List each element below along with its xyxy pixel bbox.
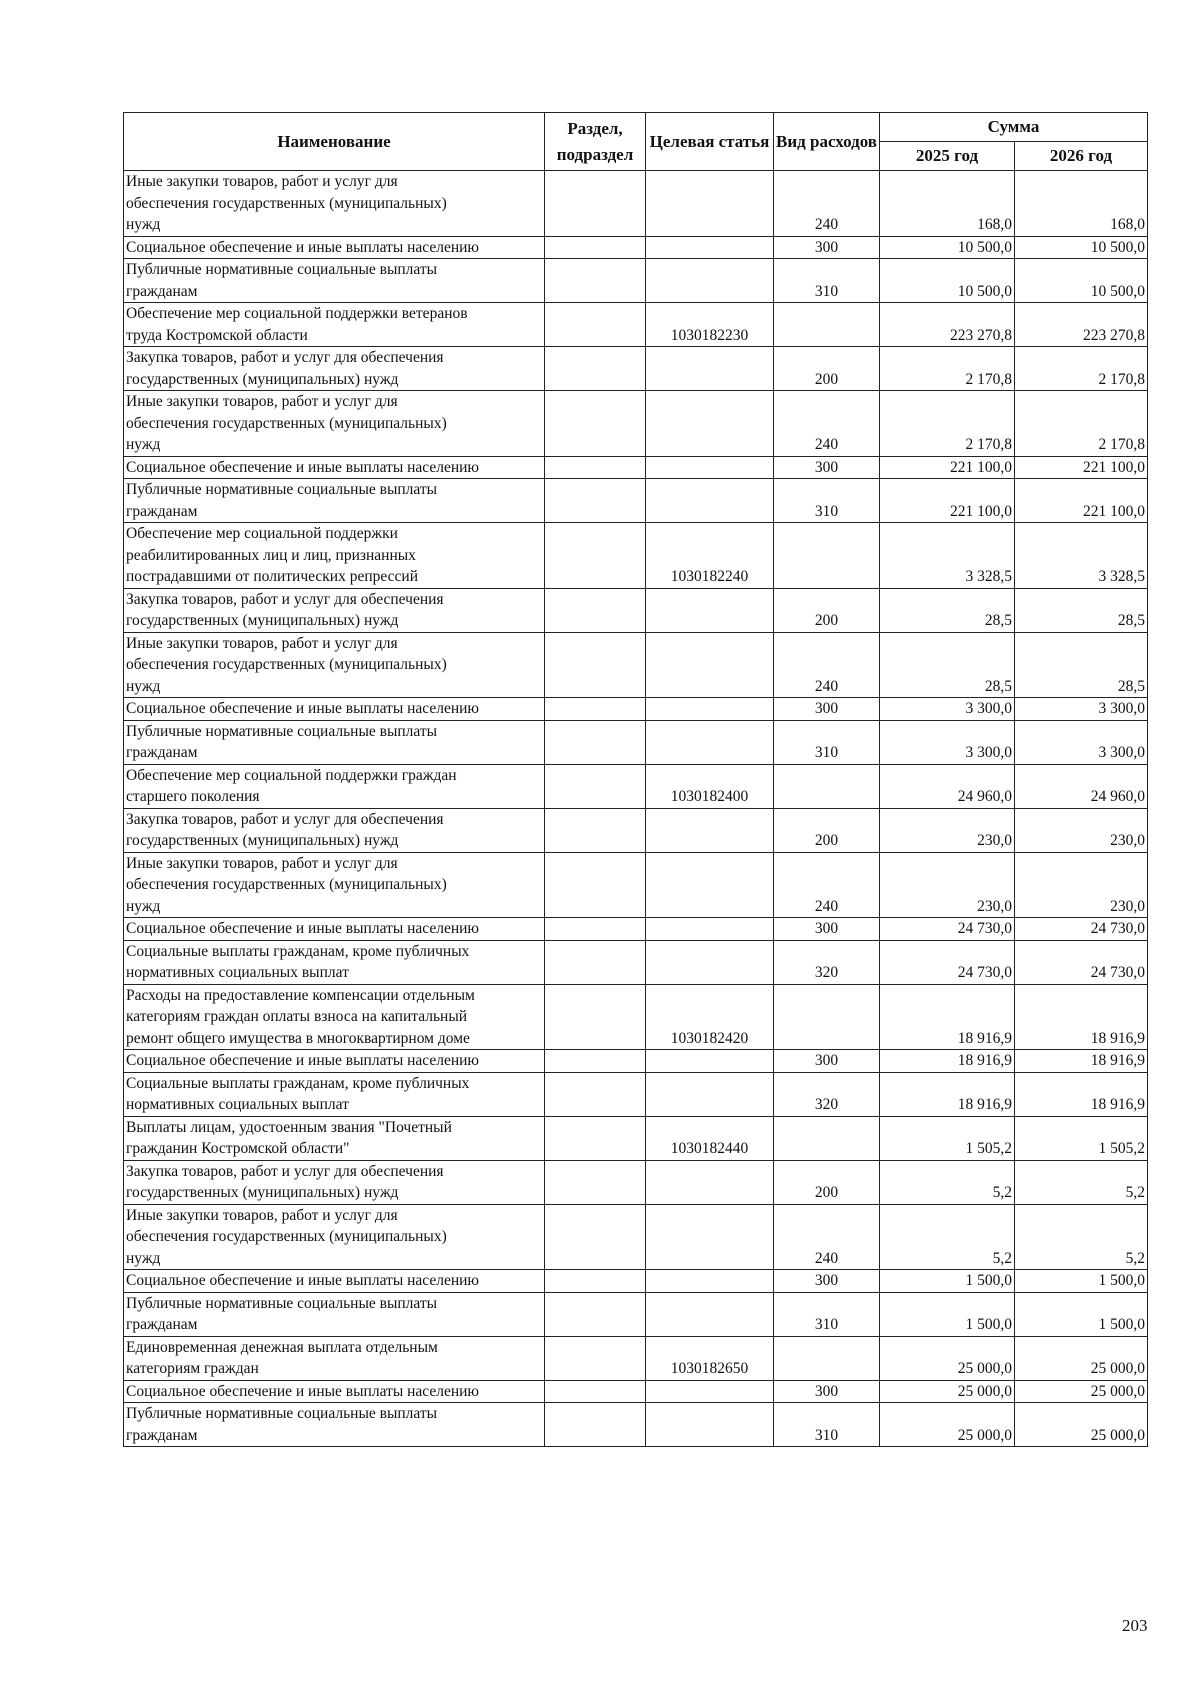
- cell-type: 300: [774, 698, 880, 721]
- cell-amount-2025: 1 500,0: [880, 1292, 1015, 1336]
- cell-type: 310: [774, 1292, 880, 1336]
- cell-amount-2025: 3 300,0: [880, 698, 1015, 721]
- cell-amount-2025: 25 000,0: [880, 1403, 1015, 1447]
- cell-name: [124, 259, 545, 303]
- table-row: [124, 918, 1148, 941]
- cell-type: [774, 523, 880, 589]
- cell-name-line: Закупка товаров, работ и услуг для обеспечения: [126, 810, 444, 828]
- cell-section: [545, 479, 646, 523]
- cell-target: [646, 456, 774, 479]
- cell-section: [545, 303, 646, 347]
- cell-name: [124, 456, 545, 479]
- cell-amount-2026: 221 100,0: [1015, 456, 1148, 479]
- cell-amount-2026: 3 300,0: [1015, 698, 1148, 721]
- cell-target: [646, 632, 774, 698]
- cell-type: 310: [774, 720, 880, 764]
- table-row: [124, 456, 1148, 479]
- table-body: [124, 171, 1148, 1447]
- cell-name-line: Единовременная денежная выплата отдельным: [126, 1338, 438, 1356]
- table-row: [124, 1403, 1148, 1447]
- cell-amount-2025: 230,0: [880, 852, 1015, 918]
- cell-type: 300: [774, 456, 880, 479]
- cell-section: [545, 1403, 646, 1447]
- cell-name-line: старшего поколения: [126, 788, 260, 805]
- cell-name: [124, 1336, 545, 1380]
- cell-name-line: Социальное обеспечение и иные выплаты населению: [126, 1052, 480, 1069]
- cell-name-line: Обеспечение мер социальной поддержки ветеранов: [126, 305, 468, 322]
- cell-target: [646, 479, 774, 523]
- cell-amount-2025: 1 500,0: [880, 1270, 1015, 1293]
- cell-amount-2026: 5,2: [1015, 1204, 1148, 1270]
- cell-section: [545, 852, 646, 918]
- cell-section: [545, 632, 646, 698]
- cell-name-line: Социальное обеспечение и иные выплаты населению: [126, 1382, 480, 1400]
- cell-name: [124, 808, 545, 852]
- cell-target: [646, 1403, 774, 1447]
- cell-name: [124, 720, 545, 764]
- cell-target: [646, 808, 774, 852]
- cell-type: 200: [774, 808, 880, 852]
- cell-section: [545, 588, 646, 632]
- cell-name: [124, 1204, 545, 1270]
- cell-name-line: Социальные выплаты гражданам, кроме публичных: [126, 942, 470, 960]
- cell-amount-2025: 18 916,9: [880, 984, 1015, 1050]
- cell-name-line: Обеспечение мер социальной поддержки: [126, 525, 398, 542]
- cell-type: 240: [774, 171, 880, 237]
- table-row: [124, 1160, 1148, 1204]
- cell-name-line: Закупка товаров, работ и услуг для обеспечения: [126, 590, 444, 608]
- cell-amount-2026: 18 916,9: [1015, 1072, 1148, 1116]
- cell-target: 1030182420: [646, 984, 774, 1050]
- cell-type: 300: [774, 1050, 880, 1073]
- cell-name-line: государственных (муниципальных) нужд: [126, 370, 399, 388]
- cell-name: [124, 1380, 545, 1403]
- cell-name-line: Публичные нормативные социальные выплаты: [126, 1405, 438, 1422]
- cell-name-line: Иные закупки товаров, работ и услуг для: [126, 393, 398, 410]
- cell-type: 200: [774, 1160, 880, 1204]
- cell-target: [646, 1050, 774, 1073]
- cell-section: [545, 347, 646, 391]
- cell-name-line: гражданам: [126, 1426, 198, 1444]
- cell-amount-2026: 230,0: [1015, 808, 1148, 852]
- cell-name: [124, 391, 545, 457]
- cell-name-line: обеспечения государственных (муниципальных): [126, 414, 447, 432]
- cell-name: [124, 347, 545, 391]
- cell-target: [646, 259, 774, 303]
- cell-target: 1030182230: [646, 303, 774, 347]
- cell-name: [124, 479, 545, 523]
- cell-section: [545, 456, 646, 479]
- cell-name-line: обеспечения государственных (муниципальных): [126, 876, 447, 893]
- header-target: Целевая статья: [646, 113, 774, 171]
- cell-name-line: государственных (муниципальных) нужд: [126, 832, 399, 849]
- cell-name-line: Публичные нормативные социальные выплаты: [126, 1294, 438, 1312]
- cell-amount-2025: 18 916,9: [880, 1050, 1015, 1073]
- cell-type: 240: [774, 632, 880, 698]
- cell-name-line: государственных (муниципальных) нужд: [126, 1184, 399, 1201]
- cell-amount-2026: 25 000,0: [1015, 1403, 1148, 1447]
- cell-type: 240: [774, 391, 880, 457]
- cell-amount-2026: 18 916,9: [1015, 984, 1148, 1050]
- cell-section: [545, 984, 646, 1050]
- cell-name: [124, 852, 545, 918]
- cell-name-line: обеспечения государственных (муниципальных): [126, 656, 447, 673]
- cell-amount-2025: 25 000,0: [880, 1336, 1015, 1380]
- cell-name: [124, 1403, 545, 1447]
- cell-amount-2026: 221 100,0: [1015, 479, 1148, 523]
- cell-section: [545, 940, 646, 984]
- cell-amount-2025: 28,5: [880, 588, 1015, 632]
- cell-amount-2025: 24 730,0: [880, 918, 1015, 941]
- cell-section: [545, 1050, 646, 1073]
- cell-target: [646, 1072, 774, 1116]
- cell-section: [545, 1072, 646, 1116]
- budget-table: [123, 112, 1148, 1447]
- table-row: [124, 523, 1148, 589]
- cell-section: [545, 764, 646, 808]
- cell-name-line: нужд: [126, 436, 161, 453]
- cell-name: [124, 523, 545, 589]
- cell-amount-2025: 24 730,0: [880, 940, 1015, 984]
- cell-name-line: Иные закупки товаров, работ и услуг для: [126, 1206, 398, 1224]
- cell-name-line: нужд: [126, 677, 161, 695]
- cell-name: [124, 1292, 545, 1336]
- table-row: [124, 852, 1148, 918]
- cell-amount-2026: 24 960,0: [1015, 764, 1148, 808]
- cell-name-line: нужд: [126, 897, 161, 915]
- cell-amount-2025: 5,2: [880, 1160, 1015, 1204]
- header-type: Вид расходов: [774, 113, 880, 171]
- cell-name-line: категориям граждан: [126, 1360, 259, 1377]
- table-row: [124, 1380, 1148, 1403]
- cell-target: [646, 1292, 774, 1336]
- cell-name: [124, 1116, 545, 1160]
- cell-amount-2026: 25 000,0: [1015, 1336, 1148, 1380]
- cell-target: [646, 1270, 774, 1293]
- table-row: [124, 259, 1148, 303]
- cell-name-line: Социальное обеспечение и иные выплаты населению: [126, 458, 480, 476]
- cell-name-line: Иные закупки товаров, работ и услуг для: [126, 173, 398, 190]
- cell-name-line: гражданам: [126, 502, 198, 520]
- cell-amount-2026: 5,2: [1015, 1160, 1148, 1204]
- table-row: [124, 236, 1148, 259]
- table-row: [124, 303, 1148, 347]
- cell-name-line: нормативных социальных выплат: [126, 1096, 349, 1113]
- cell-name-line: Закупка товаров, работ и услуг для обеспечения: [126, 349, 444, 366]
- cell-amount-2026: 18 916,9: [1015, 1050, 1148, 1073]
- cell-section: [545, 1336, 646, 1380]
- table-row: [124, 1270, 1148, 1293]
- cell-name: [124, 1050, 545, 1073]
- cell-section: [545, 171, 646, 237]
- cell-target: 1030182400: [646, 764, 774, 808]
- cell-name-line: ремонт общего имущества в многоквартирном доме: [126, 1029, 470, 1047]
- cell-amount-2025: 223 270,8: [880, 303, 1015, 347]
- cell-name: [124, 698, 545, 721]
- table-row: [124, 1292, 1148, 1336]
- cell-name-line: Расходы на предоставление компенсации отдельным: [126, 986, 475, 1004]
- header-year-2026: 2026 год: [1015, 142, 1148, 171]
- cell-name: [124, 1072, 545, 1116]
- cell-amount-2025: 168,0: [880, 171, 1015, 237]
- cell-type: [774, 303, 880, 347]
- cell-amount-2026: 223 270,8: [1015, 303, 1148, 347]
- cell-amount-2025: 3 328,5: [880, 523, 1015, 589]
- cell-amount-2026: 25 000,0: [1015, 1380, 1148, 1403]
- page-number: 203: [1122, 1616, 1148, 1635]
- table-row: [124, 1072, 1148, 1116]
- cell-type: 240: [774, 852, 880, 918]
- header-name: Наименование: [124, 113, 545, 171]
- cell-name-line: нужд: [126, 1249, 161, 1267]
- cell-amount-2026: 10 500,0: [1015, 259, 1148, 303]
- table-row: [124, 984, 1148, 1050]
- cell-type: 320: [774, 940, 880, 984]
- cell-amount-2026: 168,0: [1015, 171, 1148, 237]
- cell-section: [545, 1160, 646, 1204]
- cell-amount-2026: 1 500,0: [1015, 1292, 1148, 1336]
- cell-amount-2025: 221 100,0: [880, 456, 1015, 479]
- cell-target: [646, 698, 774, 721]
- cell-type: [774, 764, 880, 808]
- cell-amount-2025: 1 505,2: [880, 1116, 1015, 1160]
- header-sum: Сумма: [880, 113, 1148, 142]
- table-row: [124, 588, 1148, 632]
- cell-section: [545, 523, 646, 589]
- table-row: [124, 632, 1148, 698]
- cell-name: [124, 171, 545, 237]
- cell-name-line: Публичные нормативные социальные выплаты: [126, 722, 438, 740]
- cell-type: 310: [774, 479, 880, 523]
- table-row: [124, 1204, 1148, 1270]
- cell-amount-2025: 2 170,8: [880, 347, 1015, 391]
- cell-amount-2026: 230,0: [1015, 852, 1148, 918]
- cell-name: [124, 236, 545, 259]
- cell-target: [646, 1160, 774, 1204]
- cell-target: [646, 236, 774, 259]
- cell-name-line: Социальное обеспечение и иные выплаты населению: [126, 1272, 480, 1289]
- cell-amount-2025: 3 300,0: [880, 720, 1015, 764]
- cell-target: [646, 852, 774, 918]
- cell-name: [124, 764, 545, 808]
- cell-name-line: Иные закупки товаров, работ и услуг для: [126, 634, 398, 652]
- cell-target: 1030182440: [646, 1116, 774, 1160]
- cell-amount-2025: 5,2: [880, 1204, 1015, 1270]
- cell-target: [646, 588, 774, 632]
- cell-name-line: обеспечения государственных (муниципальных): [126, 1228, 447, 1245]
- cell-section: [545, 1116, 646, 1160]
- cell-amount-2026: 2 170,8: [1015, 391, 1148, 457]
- table-row: [124, 1116, 1148, 1160]
- cell-amount-2026: 24 730,0: [1015, 918, 1148, 941]
- cell-section: [545, 720, 646, 764]
- cell-amount-2026: 1 505,2: [1015, 1116, 1148, 1160]
- header-year-2025: 2025 год: [880, 142, 1015, 171]
- cell-name-line: реабилитированных лиц и лиц, признанных: [126, 546, 416, 564]
- cell-amount-2025: 24 960,0: [880, 764, 1015, 808]
- cell-amount-2025: 28,5: [880, 632, 1015, 698]
- cell-type: 200: [774, 588, 880, 632]
- cell-name-line: Иные закупки товаров, работ и услуг для: [126, 854, 398, 872]
- cell-section: [545, 259, 646, 303]
- cell-amount-2026: 28,5: [1015, 632, 1148, 698]
- cell-target: [646, 1204, 774, 1270]
- cell-amount-2025: 10 500,0: [880, 236, 1015, 259]
- table-row: [124, 347, 1148, 391]
- cell-type: 300: [774, 918, 880, 941]
- cell-section: [545, 1204, 646, 1270]
- cell-amount-2026: 1 500,0: [1015, 1270, 1148, 1293]
- cell-amount-2026: 3 300,0: [1015, 720, 1148, 764]
- cell-amount-2025: 18 916,9: [880, 1072, 1015, 1116]
- table-row: [124, 1050, 1148, 1073]
- cell-type: 310: [774, 1403, 880, 1447]
- table-row: [124, 698, 1148, 721]
- cell-section: [545, 1292, 646, 1336]
- cell-section: [545, 1380, 646, 1403]
- cell-section: [545, 698, 646, 721]
- cell-name-line: гражданам: [126, 744, 198, 761]
- cell-name: [124, 303, 545, 347]
- table-row: [124, 1336, 1148, 1380]
- cell-amount-2026: 10 500,0: [1015, 236, 1148, 259]
- table-row: [124, 479, 1148, 523]
- cell-name-line: нужд: [126, 216, 161, 233]
- cell-name-line: гражданам: [126, 1316, 198, 1333]
- cell-type: 310: [774, 259, 880, 303]
- header-section: Раздел, подраздел: [545, 113, 646, 171]
- cell-name-line: труда Костромской области: [126, 326, 308, 344]
- table-row: [124, 808, 1148, 852]
- cell-name-line: обеспечения государственных (муниципальных): [126, 194, 447, 212]
- cell-name-line: гражданам: [126, 282, 198, 300]
- cell-type: [774, 1116, 880, 1160]
- cell-name-line: Закупка товаров, работ и услуг для обеспечения: [126, 1162, 444, 1180]
- cell-type: 300: [774, 236, 880, 259]
- cell-target: 1030182240: [646, 523, 774, 589]
- cell-name: [124, 1270, 545, 1293]
- table-row: [124, 940, 1148, 984]
- cell-target: [646, 347, 774, 391]
- cell-name: [124, 918, 545, 941]
- cell-section: [545, 391, 646, 457]
- cell-target: [646, 720, 774, 764]
- cell-target: [646, 171, 774, 237]
- cell-amount-2025: 230,0: [880, 808, 1015, 852]
- cell-section: [545, 808, 646, 852]
- cell-section: [545, 918, 646, 941]
- cell-name: [124, 1160, 545, 1204]
- cell-name: [124, 984, 545, 1050]
- cell-amount-2025: 25 000,0: [880, 1380, 1015, 1403]
- table-row: [124, 391, 1148, 457]
- cell-name-line: Публичные нормативные социальные выплаты: [126, 481, 438, 498]
- cell-name-line: категориям граждан оплаты взноса на капитальный: [126, 1008, 468, 1025]
- table-row: [124, 764, 1148, 808]
- cell-amount-2025: 221 100,0: [880, 479, 1015, 523]
- cell-name-line: Выплаты лицам, удостоенным звания "Почетный: [126, 1118, 452, 1136]
- cell-type: 300: [774, 1270, 880, 1293]
- cell-type: 300: [774, 1380, 880, 1403]
- table-header: [124, 113, 1148, 171]
- cell-amount-2026: 28,5: [1015, 588, 1148, 632]
- cell-amount-2025: 10 500,0: [880, 259, 1015, 303]
- cell-type: 320: [774, 1072, 880, 1116]
- table-row: [124, 171, 1148, 237]
- cell-amount-2026: 3 328,5: [1015, 523, 1148, 589]
- cell-name-line: Социальное обеспечение и иные выплаты населению: [126, 920, 480, 937]
- cell-amount-2026: 2 170,8: [1015, 347, 1148, 391]
- cell-amount-2026: 24 730,0: [1015, 940, 1148, 984]
- cell-name-line: Социальные выплаты гражданам, кроме публичных: [126, 1074, 470, 1092]
- cell-type: [774, 1336, 880, 1380]
- cell-type: 200: [774, 347, 880, 391]
- cell-section: [545, 1270, 646, 1293]
- cell-amount-2025: 2 170,8: [880, 391, 1015, 457]
- cell-type: [774, 984, 880, 1050]
- cell-type: 240: [774, 1204, 880, 1270]
- cell-name-line: Публичные нормативные социальные выплаты: [126, 261, 438, 278]
- cell-target: [646, 391, 774, 457]
- cell-name: [124, 940, 545, 984]
- cell-name: [124, 588, 545, 632]
- cell-name-line: государственных (муниципальных) нужд: [126, 612, 399, 629]
- cell-target: 1030182650: [646, 1336, 774, 1380]
- cell-name: [124, 632, 545, 698]
- cell-name-line: Социальное обеспечение и иные выплаты населению: [126, 700, 480, 717]
- cell-name-line: Обеспечение мер социальной поддержки граждан: [126, 766, 457, 784]
- cell-target: [646, 918, 774, 941]
- cell-name-line: Социальное обеспечение и иные выплаты населению: [126, 238, 480, 256]
- cell-name-line: гражданин Костромской области": [126, 1140, 350, 1157]
- table-row: [124, 720, 1148, 764]
- cell-section: [545, 236, 646, 259]
- cell-name-line: нормативных социальных выплат: [126, 964, 349, 981]
- cell-name-line: пострадавшими от политических репрессий: [126, 568, 419, 585]
- cell-target: [646, 940, 774, 984]
- cell-target: [646, 1380, 774, 1403]
